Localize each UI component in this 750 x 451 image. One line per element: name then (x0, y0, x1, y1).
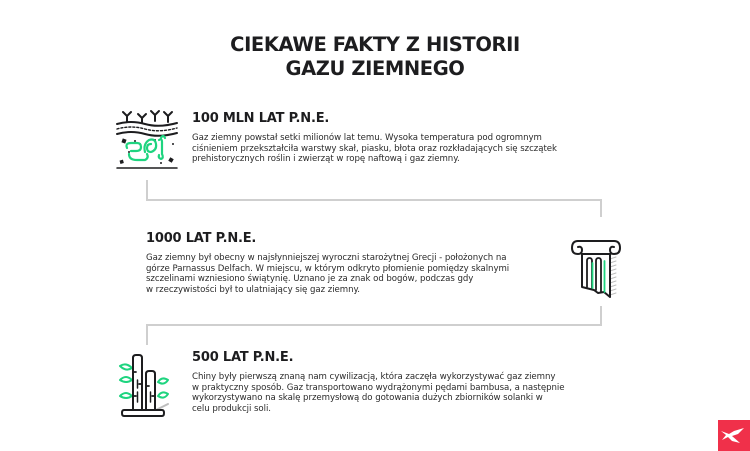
connector-line (146, 324, 602, 326)
title-line-2: GAZU ZIEMNEGO (285, 57, 465, 80)
fact-line: ciśnieniem przekształciła warstwy skał, piasku, błota oraz rozkładających się szczątek (192, 143, 557, 154)
connector-line (600, 306, 602, 326)
fact-line: w praktyczny sposób. Gaz transportowano wydrążonymi pędami bambusa, a następnie (192, 382, 565, 393)
fact-line: Gaz ziemny był obecny w najsłynniejszej wyroczni starożytnej Grecji - położonych na (146, 253, 507, 263)
connector-line (600, 199, 602, 217)
connector-line (146, 180, 148, 201)
connector-line (146, 199, 602, 201)
fact-heading: 100 MLN LAT P.N.E. (192, 111, 330, 126)
fossil-icon (115, 108, 179, 172)
fact-body (146, 253, 566, 295)
connector-line (146, 324, 148, 345)
fact-line: Chiny były pierwszą znaną nam cywilizacją, która zaczęła wykorzystywać gaz ziemny (192, 372, 556, 382)
fact-heading: 1000 LAT P.N.E. (146, 231, 257, 246)
title-line-1: CIEKAWE FAKTY Z HISTORII (230, 33, 520, 56)
bamboo-icon (116, 352, 170, 418)
fact-body (192, 133, 612, 165)
fact-line: w rzeczywistości był to ulatniający się gaz ziemny. (146, 284, 360, 295)
brand-x-logo-icon[interactable] (718, 420, 750, 451)
fact-line: Gaz ziemny powstał setki milionów lat temu. Wysoka temperatura pod ogromnym (192, 133, 542, 143)
fact-500-lat (192, 350, 612, 414)
fact-line: prehistorycznych roślin i zwierząt w ropę naftową i gaz ziemny. (192, 154, 460, 165)
fact-100-mln (192, 111, 612, 165)
greek-column-icon (570, 235, 622, 299)
fact-1000-lat (146, 231, 566, 295)
fact-line: celu produkcji soli. (192, 403, 271, 414)
page-title (0, 33, 750, 81)
fact-line: szczelinami wzniesiono świątynię. Uznano je za znak od bogów, podczas gdy (146, 274, 474, 285)
fact-body (192, 372, 612, 414)
fact-line: wykorzystywano na skalę przemysłową do gotowania dużych zbiorników solanki w (192, 393, 543, 404)
fact-heading: 500 LAT P.N.E. (192, 350, 294, 365)
fact-line: górze Parnassus Delfach. W miejscu, w którym odkryto płomienie pomiędzy skalnymi (146, 263, 510, 274)
